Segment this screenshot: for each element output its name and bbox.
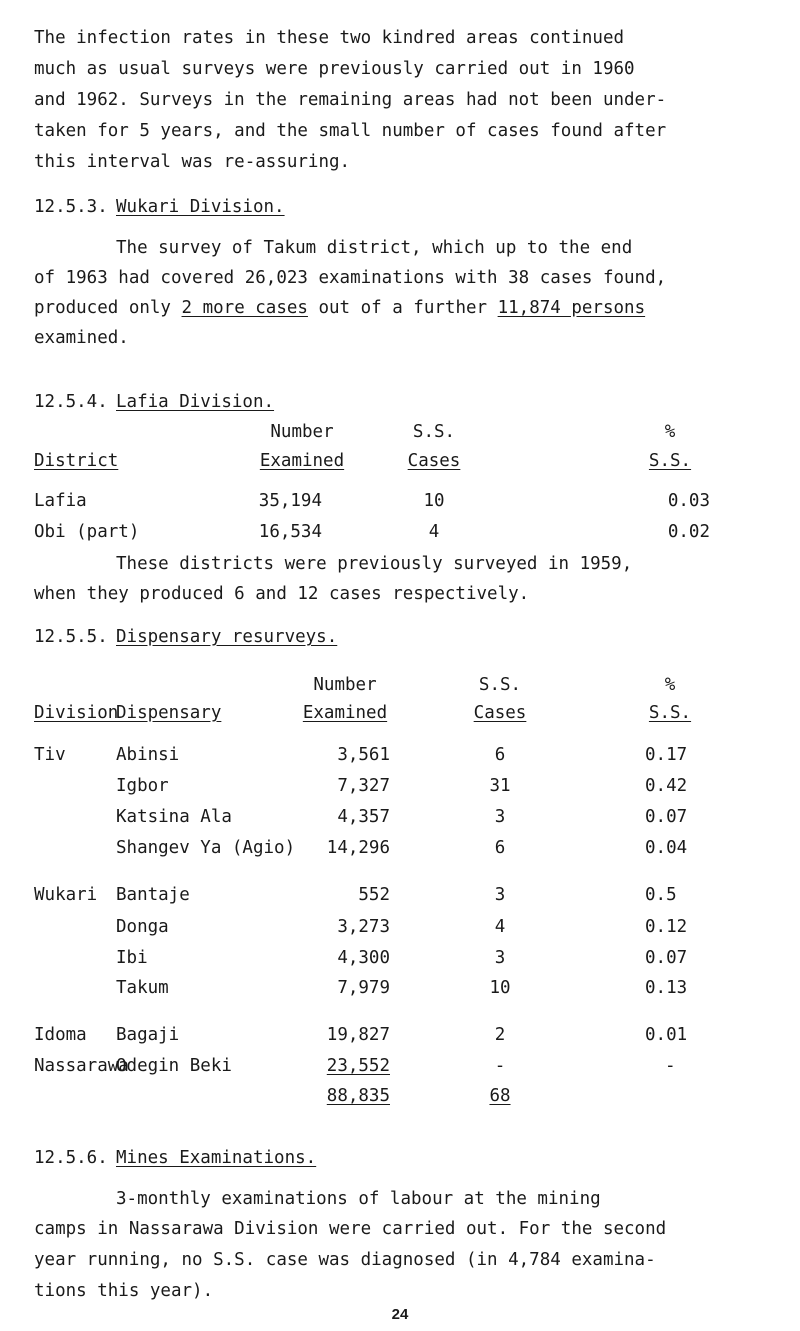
disp-total-examined: 88,835: [326, 1086, 390, 1106]
disp-header-ss: S.S.: [478, 675, 522, 695]
disp-header-pct: %: [664, 675, 676, 695]
lafia-header-pct: %: [664, 422, 676, 442]
disp-row-6-dispensary: Donga: [116, 917, 169, 937]
disp-row-2-cases: 31: [489, 776, 511, 796]
disp-row-9-examined: 19,827: [326, 1025, 390, 1045]
section-heading-mines: Mines Examinations.: [116, 1148, 317, 1168]
disp-row-8-pct: 0.13: [645, 978, 688, 998]
wukari-underline-persons: 11,874 persons: [497, 298, 646, 318]
disp-row-5-examined: 552: [358, 885, 390, 905]
disp-row-3-cases: 3: [494, 807, 506, 827]
wukari-line-4: examined.: [34, 328, 129, 348]
disp-row-1-cases: 6: [494, 745, 506, 765]
disp-row-10-dispensary: Odegin Beki: [116, 1056, 232, 1076]
disp-row-3-dispensary: Katsina Ala: [116, 807, 232, 827]
disp-row-10-pct: -: [665, 1056, 676, 1076]
disp-row-7-cases: 3: [494, 948, 506, 968]
disp-row-6-cases: 4: [494, 917, 506, 937]
page-number: 24: [391, 1306, 409, 1323]
wukari-line-2: of 1963 had covered 26,023 examinations with 38 cases found,: [34, 268, 667, 288]
lafia-row-1-district: Lafia: [34, 491, 87, 511]
lafia-header-number: Number: [270, 422, 334, 442]
disp-header-dispensary: Dispensary: [116, 703, 222, 723]
mines-line-4: tions this year).: [34, 1281, 214, 1301]
intro-line-1: The infection rates in these two kindred areas continued: [34, 28, 625, 48]
lafia-header-pct-ss: S.S.: [648, 451, 692, 471]
lafia-row-1-pct: 0.03: [667, 491, 710, 511]
disp-row-4-cases: 6: [494, 838, 506, 858]
section-number-lafia: 12.5.4.: [34, 392, 108, 412]
disp-row-10-cases: -: [494, 1056, 506, 1076]
wukari-underline-cases: 2 more cases: [181, 298, 308, 318]
lafia-row-1-cases: 10: [423, 491, 445, 511]
wukari-line-3-mid: out of a further: [307, 298, 498, 318]
disp-row-4-pct: 0.04: [645, 838, 688, 858]
disp-row-10-division: Nassarawa: [34, 1056, 129, 1076]
disp-total-cases: 68: [489, 1086, 511, 1106]
disp-row-9-cases: 2: [494, 1025, 506, 1045]
wukari-line-3: [34, 298, 645, 318]
disp-row-7-examined: 4,300: [337, 948, 390, 968]
disp-row-7-pct: 0.07: [645, 948, 688, 968]
disp-row-4-dispensary: Shangev Ya (Agio): [116, 838, 296, 858]
intro-line-2: much as usual surveys were previously carried out in 1960: [34, 59, 635, 79]
lafia-row-1-examined: 35,194: [258, 491, 322, 511]
disp-row-6-pct: 0.12: [645, 917, 688, 937]
disp-row-7-dispensary: Ibi: [116, 948, 148, 968]
lafia-note-line-2: when they produced 6 and 12 cases respectively.: [34, 584, 530, 604]
wukari-line-1: The survey of Takum district, which up to the end: [116, 238, 633, 258]
lafia-note-line-1: These districts were previously surveyed in 1959,: [116, 554, 633, 574]
disp-header-pct-ss: S.S.: [648, 703, 692, 723]
section-number-wukari: 12.5.3.: [34, 197, 108, 217]
disp-row-5-pct: 0.5: [645, 885, 677, 905]
disp-row-1-dispensary: Abinsi: [116, 745, 180, 765]
lafia-header-cases: Cases: [407, 451, 461, 471]
disp-row-10-examined: 23,552: [326, 1056, 390, 1076]
section-heading-wukari: Wukari Division.: [116, 197, 285, 217]
intro-line-4: taken for 5 years, and the small number of cases found after: [34, 121, 667, 141]
disp-row-5-cases: 3: [494, 885, 506, 905]
lafia-row-2-pct: 0.02: [667, 522, 710, 542]
disp-header-cases: Cases: [473, 703, 527, 723]
disp-row-8-dispensary: Takum: [116, 978, 169, 998]
section-number-mines: 12.5.6.: [34, 1148, 108, 1168]
disp-row-2-dispensary: Igbor: [116, 776, 169, 796]
disp-row-6-examined: 3,273: [337, 917, 390, 937]
disp-row-9-pct: 0.01: [645, 1025, 688, 1045]
mines-line-3: year running, no S.S. case was diagnosed (in 4,784 examina-: [34, 1250, 656, 1270]
wukari-line-3-pre: produced only: [34, 298, 182, 318]
disp-header-division: Division: [34, 703, 119, 723]
disp-row-5-dispensary: Bantaje: [116, 885, 190, 905]
lafia-row-2-examined: 16,534: [258, 522, 322, 542]
disp-row-5-division: Wukari: [34, 885, 98, 905]
disp-header-number: Number: [313, 675, 377, 695]
section-heading-dispensary: Dispensary resurveys.: [116, 627, 338, 647]
disp-row-2-examined: 7,327: [337, 776, 390, 796]
disp-header-examined: Examined: [302, 703, 388, 723]
disp-row-9-division: Idoma: [34, 1025, 87, 1045]
lafia-header-examined: Examined: [259, 451, 345, 471]
lafia-header-ss: S.S.: [412, 422, 456, 442]
disp-row-4-examined: 14,296: [326, 838, 390, 858]
disp-row-3-examined: 4,357: [337, 807, 390, 827]
intro-line-5: this interval was re-assuring.: [34, 152, 351, 172]
disp-row-1-pct: 0.17: [645, 745, 688, 765]
mines-line-2: camps in Nassarawa Division were carried out. For the second: [34, 1219, 667, 1239]
lafia-row-2-district: Obi (part): [34, 522, 140, 542]
section-heading-lafia: Lafia Division.: [116, 392, 275, 412]
disp-row-9-dispensary: Bagaji: [116, 1025, 180, 1045]
mines-line-1: 3-monthly examinations of labour at the mining: [116, 1189, 601, 1209]
disp-row-3-pct: 0.07: [645, 807, 688, 827]
disp-row-8-cases: 10: [489, 978, 511, 998]
disp-row-1-division: Tiv: [34, 745, 66, 765]
disp-row-8-examined: 7,979: [337, 978, 390, 998]
disp-row-2-pct: 0.42: [645, 776, 688, 796]
lafia-header-district: District: [34, 451, 119, 471]
section-number-dispensary: 12.5.5.: [34, 627, 108, 647]
lafia-row-2-cases: 4: [428, 522, 440, 542]
disp-row-1-examined: 3,561: [337, 745, 390, 765]
intro-line-3: and 1962. Surveys in the remaining areas had not been under-: [34, 90, 667, 110]
